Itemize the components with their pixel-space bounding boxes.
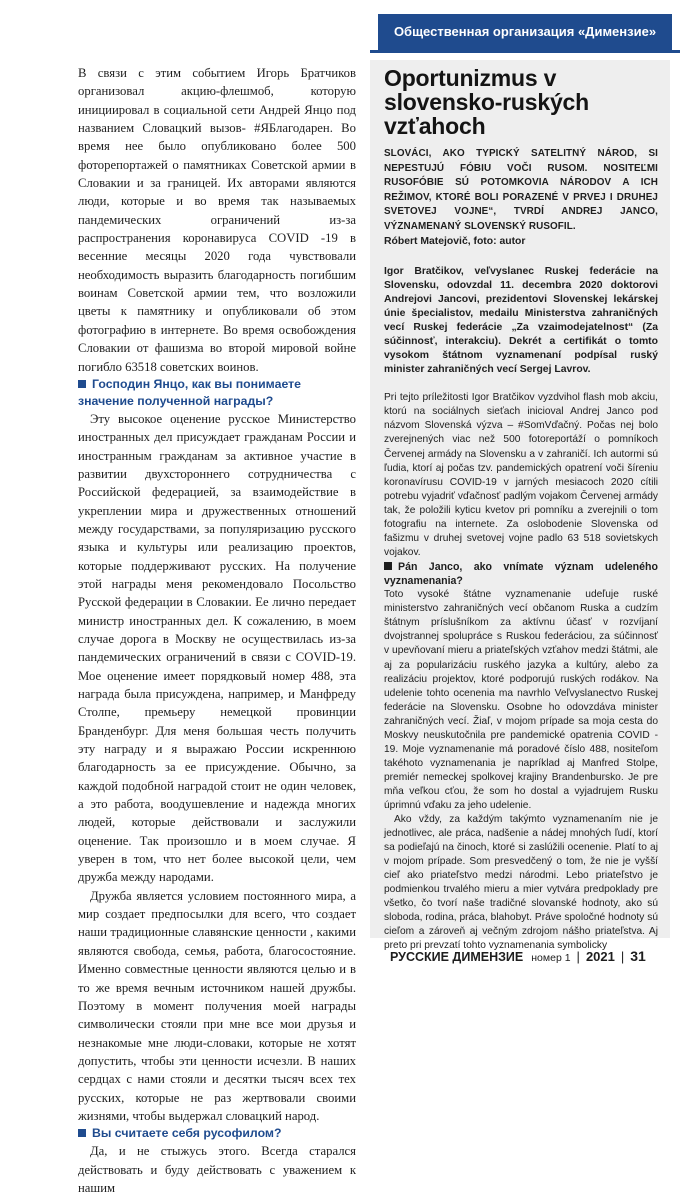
header-divider xyxy=(370,50,680,53)
section-header: Общественная организация «Димензие» xyxy=(378,14,672,50)
right-paragraph: Pri tejto príležitosti Igor Bratčikov vyzdvihol flash mob akciu, ktorú na sociálnych sieťach inicioval Andrej Janco pod názvom Slovenská výzva – #SomVďačný. Počas nej bolo zverejnených viac než 500 fotoreportáží o pomníkoch Červenej armády na Slovensku a v zahraničí. Ich autormi sú ľudia, ktorí aj počas tzv. pandemických opatrení voči šíreniu koronavírusu COVID-19 v jarných mesiacoch 2020 cítili potrebu vyjadriť vďačnosť padlým vojakom Červenej armády tak, že položili kyticu kvetov pri pomníku a zverejnili o tom fotografiu na internete. Za oslobodenie Slovenska od fašizmu v druhej svetovej vojne padlo 63 518 sovietskych vojakov. xyxy=(384,392,658,558)
left-paragraph: Дружба является условием постоянного мира, а мир создает предпосылки для всего, что создает наши традиционные славянские ценности , какими являются свобода, семья, работа, благосостояние. Именно совместные ценности являются целью и в то же время вечным источником нашей дружбы. Поэтому в момент получения моей награды символически стояли при мне все мои друзья и незнакомые мне люди-словаки, которые не хотят допустить, чтобы эти ценности исчезли. В наших сердцах с нами стояли и десятки тысяч всех тех русских, которые не раз жертвовали своими жизнями, чтобы выдержал словацкий народ. xyxy=(78,888,356,1123)
article-lead: SLOVÁCI, AKO TYPICKÝ SATELITNÝ NÁROD, SI NEPESTUJÚ FÓBIU VOČI RUSOM. NOSITEĽMI RUSOFÓBIE SÚ POTOMKOVIA NÁRODOV A ICH REŽIMOV, KTORÉ BOLI PORAZENÉ V PRVEJ I DRUHEJ SVETOVEJ VOJNE“, TVRDÍ ANDREJ JANCO, VÝZNAMENANÝ SLOVENSKÝ RUSOFIL. xyxy=(384,148,658,232)
square-bullet-icon xyxy=(78,380,86,388)
magazine-name: РУССКИЕ ДИМЕНЗИЕ xyxy=(390,950,524,964)
article-byline: Róbert Matejovič, foto: autor xyxy=(384,235,526,247)
right-paragraph: Ako vždy, za každým takýmto vyznamenaním nie je jednotlivec, ale práca, nadšenie a nádej mnohých ľudí, ktorí sa podieľajú na činoch, ktoré si zaslúžili ocenenie. Platí to aj v mojom prípade. Som presvedčený o tom, že nie je vyšší cieľ ako priateľstvo medzi národmi. Lebo priateľstvo je podmienkou trvalého mieru a mier vytvára predpoklady pre všetko, čo tvorí naše tradičné slovanské hodnoty, ako sú sloboda, rodina, práca, blahobyt. Práve spoločné hodnoty sú cieľom a zároveň aj večným zdrojom nášho priateľstva. Aj preto pri prevzatí tohto vyznamenania symbolicky xyxy=(384,814,658,952)
footer-separator: | xyxy=(620,949,625,964)
page-footer xyxy=(390,948,670,972)
left-paragraph: В связи с этим событием Игорь Братчиков организовал акцию-флешмоб, которую инициировал в социальной сети Андрей Янцо под названием Словацкий вызов- #ЯБлагодарен. Во время нее было опубликовано более 500 фоторепортажей о памятниках Советской армии в Словакии и за границей. Их авторами являются люди, которые и во время так называемых пандемических ограничений из-за распространения коронавируса COVID -19 в весенние месяцы 2020 года чувствовали необходимость выразить благодарность погибшим воинам Советской армии тем, что возложили цветы к памятнику и опубликовали об этом фотографию в интернете. Во время освобождения Словакии от фашизма во второй мировой войне погибло 63518 советских воинов. xyxy=(78,66,356,374)
square-bullet-icon xyxy=(78,1129,86,1137)
left-paragraph: Эту высокое оценение русское Министерство иностранных дел присуждает гражданам России и иностранным гражданам за активное участие в развитии двухстороннего сотрудничества с Российской федерацией, за взаимодействие в укреплении мира и дружественных отношений между государствами, за популяризацию русского языка и культуры или реализацию проектов, которые поддерживают русских. На получение этой награды меня рекомендовало Посольство Русской федерации в Словакии. Ее лично передает министр иностранных дел. К сожалению, в моем случае дорога в Москву не осуществилась из-за пандемических ограничений в связи с COVID-19. Мое оценение имеет порядковый номер 488, эта награда была присуждена, например, и Манфреду Столпе, премьеру немецкой провинции Бранденбург. Для меня большая честь получить эту награду и я выражаю России искреннюю благодарность за ее присуждение. Обычно, за каждой подобной наградой стоит не один человек, а это работа, воодушевление и надежда многих людей, которые действовали и заслужили оценение. Так произошло и в моем случае. Я уверен в том, что нет более высокой цели, чем дружба между народами. xyxy=(78,411,356,885)
article-intro: Igor Bratčikov, veľvyslanec Ruskej federácie na Slovensku, odovzdal 11. decembra 2020 doktorovi Andrejovi Jancovi, prezidentovi Slovenskej lekárskej únie špecialistov, medailu Ministerstva zahraničných vecí Ruskej federácie „Za vzaimodejatelnost“ (Za súčinnosť, interakciu). Dekrét a certifikát o tomto vysokom štátnom vyznamenaní podpísal ruský minister zahraničných vecí Sergej Lavrov. xyxy=(384,265,658,376)
right-column-article xyxy=(384,66,658,954)
article-body xyxy=(384,391,658,953)
issue-year: 2021 xyxy=(585,949,615,964)
article-title: Oportunizmus v slovensko-ruských vzťahoch xyxy=(384,65,589,139)
footer-separator: | xyxy=(576,949,580,964)
left-question-text: Господин Янцо, как вы понимаете значение полученной награды? xyxy=(78,376,301,408)
page-number: 31 xyxy=(630,948,646,964)
square-bullet-icon xyxy=(384,562,392,570)
left-question-text: Вы считаете себя русофилом? xyxy=(92,1126,282,1141)
right-paragraph: Toto vysoké štátne vyznamenanie udeľuje ruské ministerstvo zahraničných vecí občanom Ruska a cudzím štátnym príslušníkom za aktívnu účasť v rozvíjaní dvojstrannej spolupráce s Ruskou federáciou, za súčinnosť v upevňovaní mieru a priateľských vzťahov medzi štátmi, ale aj za popularizáciu ruského jazyka a kultúry, alebo za realizáciu projektov, ktoré podporujú ruských rodákov. Na udelenie tohto ocenenia ma navrhlo Veľvyslanectvo Ruskej federácie na Slovensku. Osobne ho odovzdáva minister zahraničných vecí. Žiaľ, v mojom prípade sa moja cesta do Moskvy neuskutočnila pre pandemické opatrenia COVID - 19. Moje vyznamenanie má poradové číslo 488, nositeľom takéhoto vyznamenania je napríklad aj Manfred Stolpe, premiér nemeckej spolkovej krajiny Brandenbursko. Je pre mňa veľkou cťou, že som ho dostal a vyjadrujem Rusku úprimnú vďaku za jeho udelenie. xyxy=(384,589,658,811)
left-question-heading xyxy=(78,376,356,410)
right-question-heading xyxy=(384,560,658,588)
left-paragraph: Да, и не стыжусь этого. Всегда старался действовать и буду действовать с уважением к нашим xyxy=(78,1144,356,1195)
left-question-heading xyxy=(78,1125,356,1142)
issue-number: номер 1 xyxy=(531,952,571,964)
left-column-article xyxy=(78,64,356,1197)
right-question-text: Pán Janco, ako vnímate význam udeleného vyznamenania? xyxy=(384,560,658,588)
